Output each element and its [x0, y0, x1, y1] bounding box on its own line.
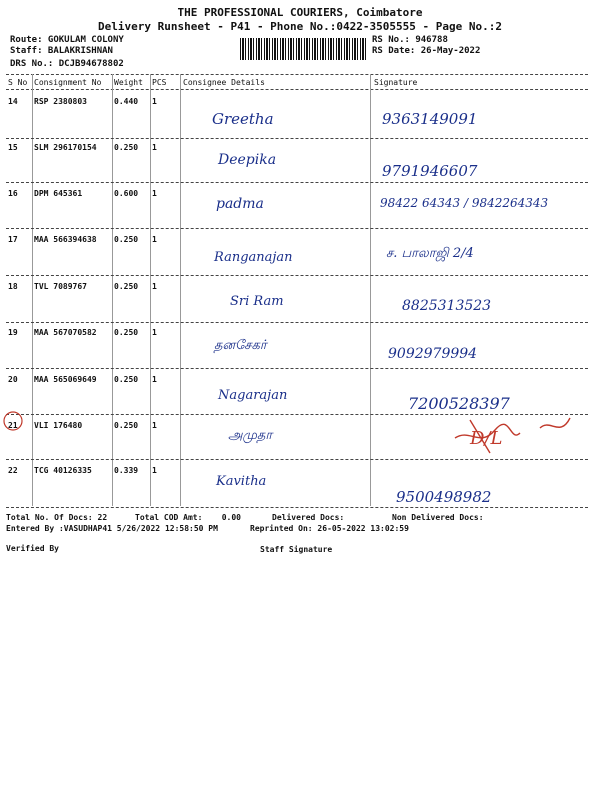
row-divider	[6, 507, 588, 508]
reprinted-on: Reprinted On: 26-05-2022 13:02:59	[250, 524, 409, 533]
cell-pcs: 1	[152, 235, 157, 244]
cell-pcs: 1	[152, 328, 157, 337]
signature-text: 9363149091	[382, 110, 478, 128]
entered-by: Entered By :VASUDHAP41 5/26/2022 12:58:50 PM	[6, 524, 218, 533]
signature-text: 9500498982	[396, 488, 492, 506]
cell-consignment: VLI 176480	[34, 421, 83, 430]
consignee-name: Nagarajan	[218, 388, 288, 403]
signature-text: 7200528397	[408, 394, 510, 413]
staff-label: Staff: BALAKRISHNAN	[10, 46, 113, 56]
cell-consignment: RSP 2380803	[34, 97, 87, 106]
col-header-signature: Signature	[374, 78, 418, 87]
red-signature-scribble-icon	[450, 408, 580, 463]
row-divider	[6, 368, 588, 369]
consignee-name: Ranganajan	[214, 250, 293, 265]
cell-sno: 18	[8, 282, 18, 291]
cell-sno: 15	[8, 143, 18, 152]
delivered-docs: Delivered Docs:	[272, 513, 345, 522]
cell-consignment: SLM 296170154	[34, 143, 97, 152]
signature-text: 98422 64343 / 9842264343	[380, 196, 549, 210]
cell-sno: 17	[8, 235, 18, 244]
rs-date: RS Date: 26-May-2022	[372, 46, 481, 56]
total-docs: Total No. Of Docs: 22	[6, 513, 108, 522]
drs-label: DRS No.: DCJB94678802	[10, 59, 124, 69]
signature-text: D/L	[470, 428, 503, 449]
signature-text: ச. பாலாஜி 2/4	[386, 246, 474, 261]
row-divider	[6, 138, 588, 139]
cell-sno: 16	[8, 189, 18, 198]
total-cod: Total COD Amt: 0.00	[135, 513, 241, 522]
cell-consignment: MAA 567070582	[34, 328, 97, 337]
col-header-details: Consignee Details	[183, 78, 265, 87]
cell-weight: 0.600	[114, 189, 139, 198]
row-divider	[6, 182, 588, 183]
cell-weight: 0.250	[114, 328, 139, 337]
row-divider	[6, 228, 588, 229]
cell-weight: 0.250	[114, 375, 139, 384]
signature-text: 8825313523	[402, 298, 492, 314]
cell-consignment: DPM 645361	[34, 189, 83, 198]
row-divider	[6, 459, 588, 460]
cell-pcs: 1	[152, 143, 157, 152]
cell-sno: 19	[8, 328, 18, 337]
consignee-name: padma	[216, 196, 264, 212]
cell-pcs: 1	[152, 466, 157, 475]
consignee-name: தனசேகர்	[214, 338, 267, 353]
row-divider	[6, 322, 588, 323]
table-header-rule	[6, 89, 588, 90]
table-top-rule	[6, 74, 588, 75]
cell-weight: 0.250	[114, 421, 139, 430]
col-header-sno: S No	[8, 78, 28, 87]
col-header-consignment: Consignment No	[34, 78, 102, 87]
consignee-name: அமுதா	[228, 428, 273, 443]
consignee-name: Greetha	[212, 110, 274, 128]
cell-sno: 21	[8, 421, 18, 430]
col-header-weight: Weight	[114, 78, 143, 87]
verified-by: Verified By	[6, 544, 59, 553]
cell-pcs: 1	[152, 375, 157, 384]
staff-signature: Staff Signature	[260, 545, 333, 554]
rs-number: RS No.: 946788	[372, 35, 448, 45]
consignee-name: Deepika	[218, 152, 277, 168]
cell-weight: 0.250	[114, 143, 139, 152]
cell-weight: 0.250	[114, 282, 139, 291]
consignee-name: Kavitha	[216, 474, 267, 489]
cell-weight: 0.440	[114, 97, 139, 106]
cell-consignment: TVL 7089767	[34, 282, 87, 291]
col-header-pcs: PCS	[152, 78, 167, 87]
cell-pcs: 1	[152, 282, 157, 291]
non-delivered-docs: Non Delivered Docs:	[392, 513, 484, 522]
barcode-image	[240, 38, 366, 60]
cell-weight: 0.250	[114, 235, 139, 244]
cell-weight: 0.339	[114, 466, 139, 475]
cell-sno: 14	[8, 97, 18, 106]
cell-consignment: MAA 565069649	[34, 375, 97, 384]
cell-consignment: MAA 566394638	[34, 235, 97, 244]
signature-text: 9092979994	[388, 346, 478, 362]
cell-pcs: 1	[152, 421, 157, 430]
document-subtitle: Delivery Runsheet - P41 - Phone No.:0422-3505555 - Page No.:2	[98, 20, 502, 33]
row-divider	[6, 275, 588, 276]
document-title: THE PROFESSIONAL COURIERS, Coimbatore	[177, 6, 423, 19]
cell-sno: 22	[8, 466, 18, 475]
cell-sno: 20	[8, 375, 18, 384]
cell-pcs: 1	[152, 97, 157, 106]
cell-pcs: 1	[152, 189, 157, 198]
consignee-name: Sri Ram	[230, 294, 284, 309]
route-label: Route: GOKULAM COLONY	[10, 35, 124, 45]
cell-consignment: TCG 40126335	[34, 466, 92, 475]
signature-text: 9791946607	[382, 162, 478, 180]
